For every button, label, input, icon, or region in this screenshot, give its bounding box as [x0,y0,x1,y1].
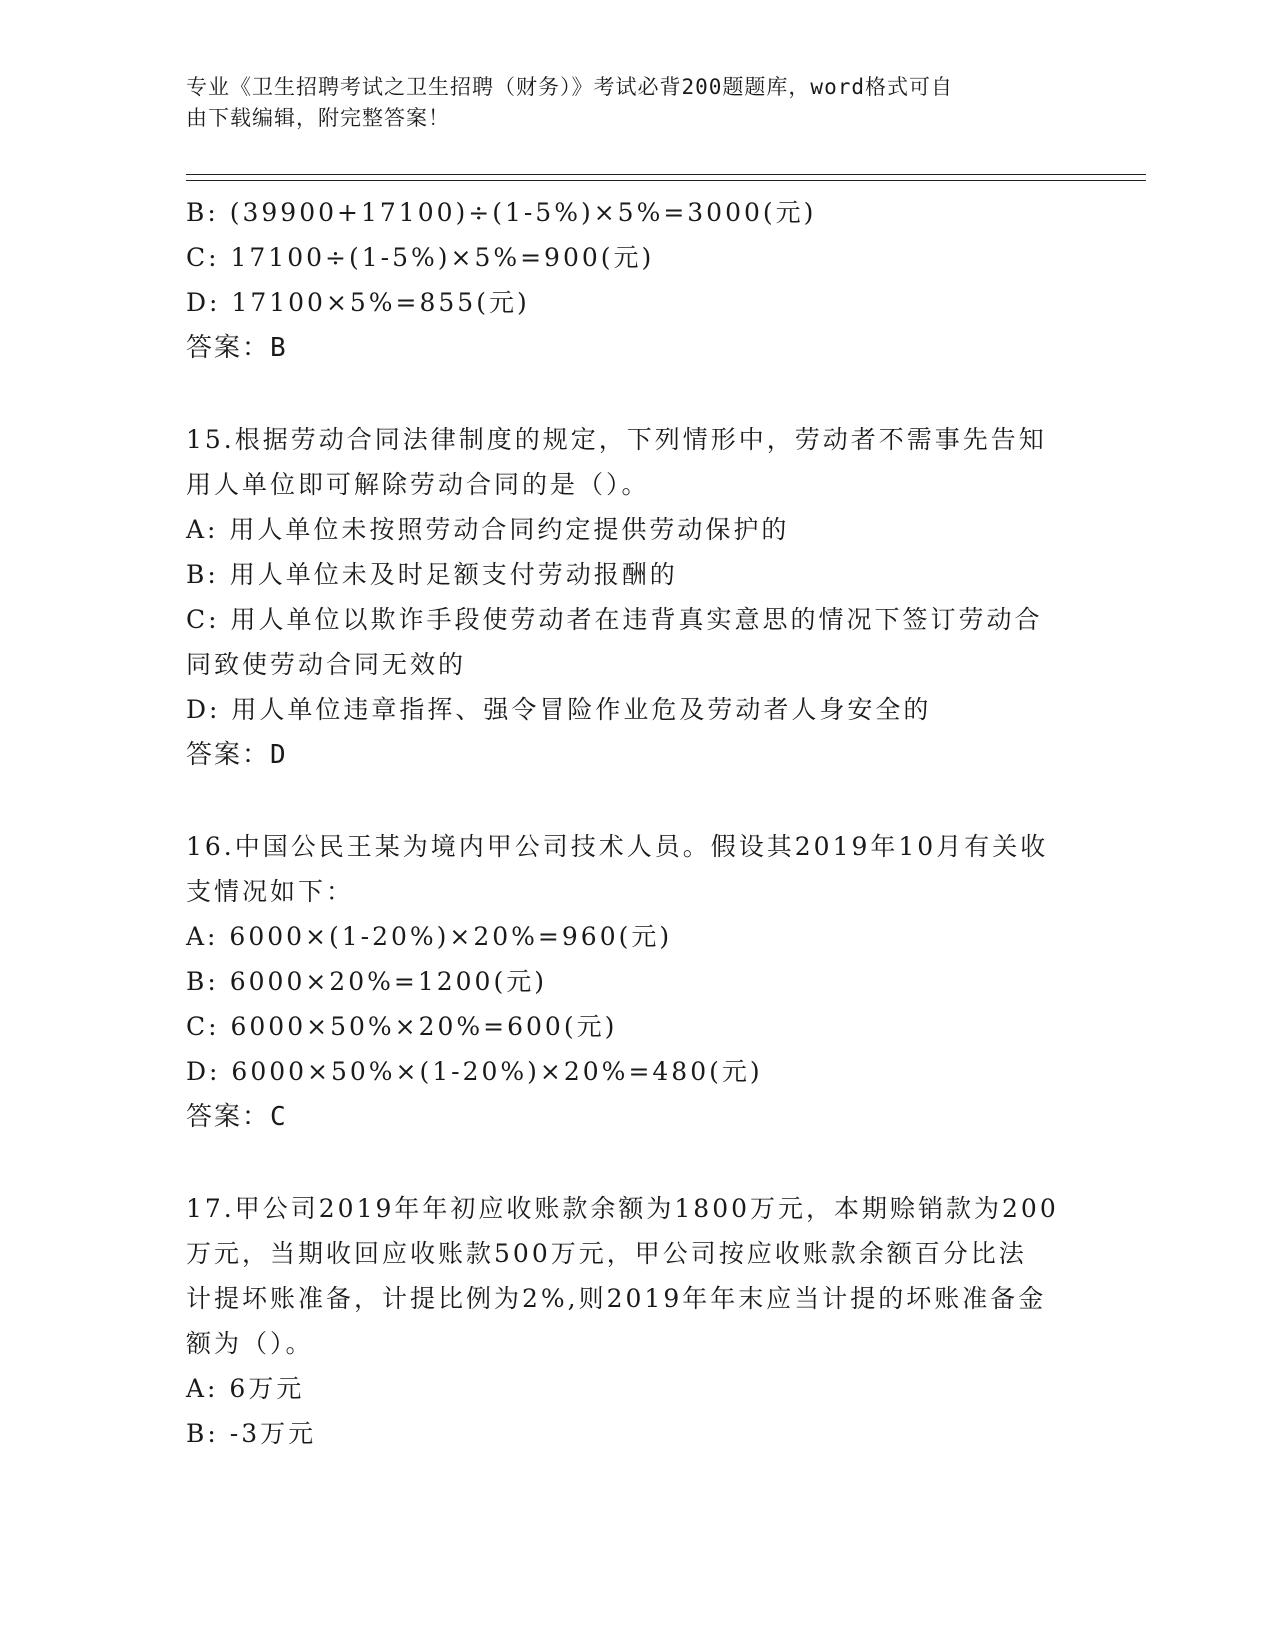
question-stem-line: 用人单位即可解除劳动合同的是（）。 [186,470,650,499]
option-c: C: 17100÷(1-5%)×5%=900(元) [186,243,655,272]
option-a: A: 用人单位未按照劳动合同约定提供劳动保护的 [186,515,790,544]
question-14-tail [186,190,1086,371]
question-stem-line: 15.根据劳动合同法律制度的规定，下列情形中，劳动者不需事先告知 [186,425,1047,454]
question-stem-line: 万元，当期收回应收账款500万元，甲公司按应收账款余额百分比法 [186,1239,1027,1268]
option-d: D: 17100×5%=855(元) [186,288,530,317]
question-stem-line: 支情况如下： [186,877,355,906]
option-c: C: 6000×50%×20%=600(元) [186,1012,618,1041]
header-divider-bottom [186,180,1146,181]
option-a: A: 6万元 [186,1374,305,1403]
question-17 [186,1186,1086,1456]
header-divider-top [186,174,1146,175]
option-c: C: 用人单位以欺诈手段使劳动者在违背真实意思的情况下签订劳动合 [186,605,1043,634]
header-line-2: 由下载编辑，附完整答案！ [186,106,450,130]
question-15 [186,417,1086,778]
spacer [186,1140,1086,1186]
question-content [186,190,1086,1456]
option-b: B: 6000×20%=1200(元) [186,967,547,996]
question-stem-line: 17.甲公司2019年年初应收账款余额为1800万元，本期赊销款为200 [186,1194,1059,1223]
option-d: D: 6000×50%×(1-20%)×20%=480(元) [186,1057,763,1086]
document-header [186,72,1066,134]
question-stem-line: 16.中国公民王某为境内甲公司技术人员。假设其2019年10月有关收 [186,832,1049,861]
option-b: B: (39900+17100)÷(1-5%)×5%=3000(元) [186,198,817,227]
question-16 [186,824,1086,1140]
question-stem-line: 计提坏账准备，计提比例为2%,则2019年年末应当计提的坏账准备金 [186,1284,1047,1313]
option-d: D: 用人单位违章指挥、强令冒险作业危及劳动者人身安全的 [186,695,932,724]
option-b: B: -3万元 [186,1419,317,1448]
header-line-1: 专业《卫生招聘考试之卫生招聘（财务）》考试必背200题题库，word格式可自 [186,75,953,99]
option-a: A: 6000×(1-20%)×20%=960(元) [186,922,673,951]
question-stem-line: 额为（）。 [186,1329,314,1358]
answer-label: 答案：C [186,1102,288,1132]
option-b: B: 用人单位未及时足额支付劳动报酬的 [186,560,678,589]
spacer [186,371,1086,417]
answer-label: 答案：B [186,333,288,363]
option-c-continued: 同致使劳动合同无效的 [186,650,467,679]
spacer [186,778,1086,824]
answer-label: 答案：D [186,740,288,770]
